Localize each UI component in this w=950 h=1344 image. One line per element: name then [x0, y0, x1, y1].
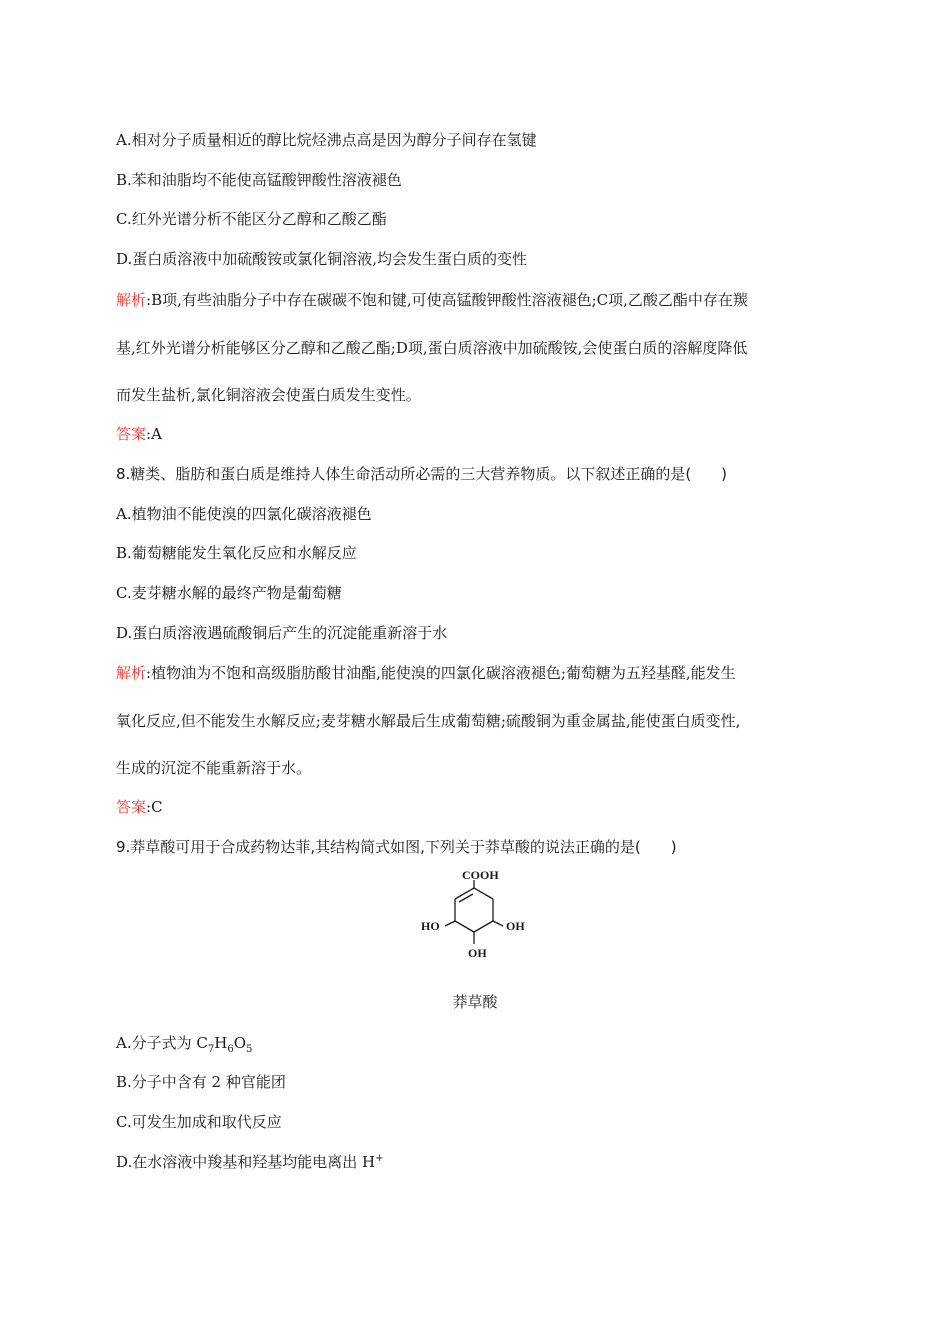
q9-option-a-text: A.分子式为 C	[116, 1034, 208, 1052]
q7-option-d: D.蛋白质溶液中加硫酸铵或氯化铜溶液,均会发生蛋白质的变性	[116, 250, 528, 268]
q8-option-c: C.麦芽糖水解的最终产物是葡萄糖	[116, 584, 342, 602]
oh-bottom-label: OH	[468, 946, 487, 960]
q8-analysis-text-1: :植物油为不饱和高级脂肪酸甘油酯,能使溴的四氯化碳溶液褪色;葡萄糖为五羟基醛,能发生	[146, 664, 736, 682]
formula-h: H	[214, 1034, 228, 1052]
q7-analysis-line-3: 而发生盐析,氯化铜溶液会使蛋白质发生变性。	[116, 386, 421, 404]
q9-option-d	[116, 1152, 384, 1172]
q7-option-c: C.红外光谱分析不能区分乙醇和乙酸乙酯	[116, 210, 387, 228]
q8-stem: 8.糖类、脂肪和蛋白质是维持人体生命活动所必需的三大营养物质。以下叙述正确的是( )	[116, 465, 728, 483]
q9-stem: 9.莽草酸可用于合成药物达菲,其结构简式如图,下列关于莽草酸的说法正确的是( )	[116, 838, 677, 856]
h-plus-superscript: +	[375, 1153, 384, 1164]
q8-analysis-line-3: 生成的沉淀不能重新溶于水。	[116, 759, 312, 777]
q8-answer	[116, 797, 163, 817]
ring-bonds	[445, 880, 503, 944]
q7-option-b: B.苯和油脂均不能使高锰酸钾酸性溶液褪色	[116, 171, 402, 189]
formula-o: O	[233, 1034, 247, 1052]
shikimic-acid-structure	[412, 866, 542, 966]
answer-label: 答案	[116, 425, 147, 443]
q8-analysis-line-2: 氧化反应,但不能发生水解反应;麦芽糖水解最后生成葡萄糖;硫酸铜为重金属盐,能使蛋白质变性,	[116, 712, 741, 730]
q8-answer-value: :C	[146, 798, 163, 816]
formula-c-subscript: 7	[207, 1044, 215, 1055]
q9-option-c: C.可发生加成和取代反应	[116, 1113, 282, 1131]
q9-option-d-text: D.在水溶液中羧基和羟基均能电离出 H	[116, 1153, 376, 1171]
formula-h-subscript: 6	[227, 1044, 234, 1055]
q8-option-b: B.葡萄糖能发生氧化反应和水解反应	[116, 544, 357, 562]
q7-analysis-line-2: 基,红外光谱分析能够区分乙醇和乙酸乙酯;D项,蛋白质溶液中加硫酸铵,会使蛋白质的溶解度降低	[116, 339, 748, 357]
ho-left-label: HO	[421, 919, 440, 933]
formula-o-subscript: 5	[246, 1044, 253, 1055]
q8-option-a: A.植物油不能使溴的四氯化碳溶液褪色	[116, 505, 372, 523]
q9-option-b: B.分子中含有 2 种官能团	[116, 1073, 286, 1091]
q7-option-a: A.相对分子质量相近的醇比烷烃沸点高是因为醇分子间存在氢键	[116, 131, 537, 149]
analysis-label: 解析	[116, 291, 147, 309]
q7-analysis-line-1	[116, 290, 748, 310]
q7-analysis-text-1: :B项,有些油脂分子中存在碳碳不饱和键,可使高锰酸钾酸性溶液褪色;C项,乙酸乙酯中存在羰	[146, 291, 748, 309]
q7-answer-value: :A	[146, 425, 162, 443]
q8-analysis-line-1	[116, 663, 736, 683]
figure-caption: 莽草酸	[452, 993, 498, 1011]
answer-label: 答案	[116, 798, 147, 816]
q8-option-d: D.蛋白质溶液遇硫酸铜后产生的沉淀能重新溶于水	[116, 624, 448, 642]
analysis-label: 解析	[116, 664, 147, 682]
q9-option-a	[116, 1033, 252, 1053]
q7-answer	[116, 424, 162, 444]
cooh-label: COOH	[462, 868, 499, 882]
oh-right-label: OH	[506, 919, 525, 933]
